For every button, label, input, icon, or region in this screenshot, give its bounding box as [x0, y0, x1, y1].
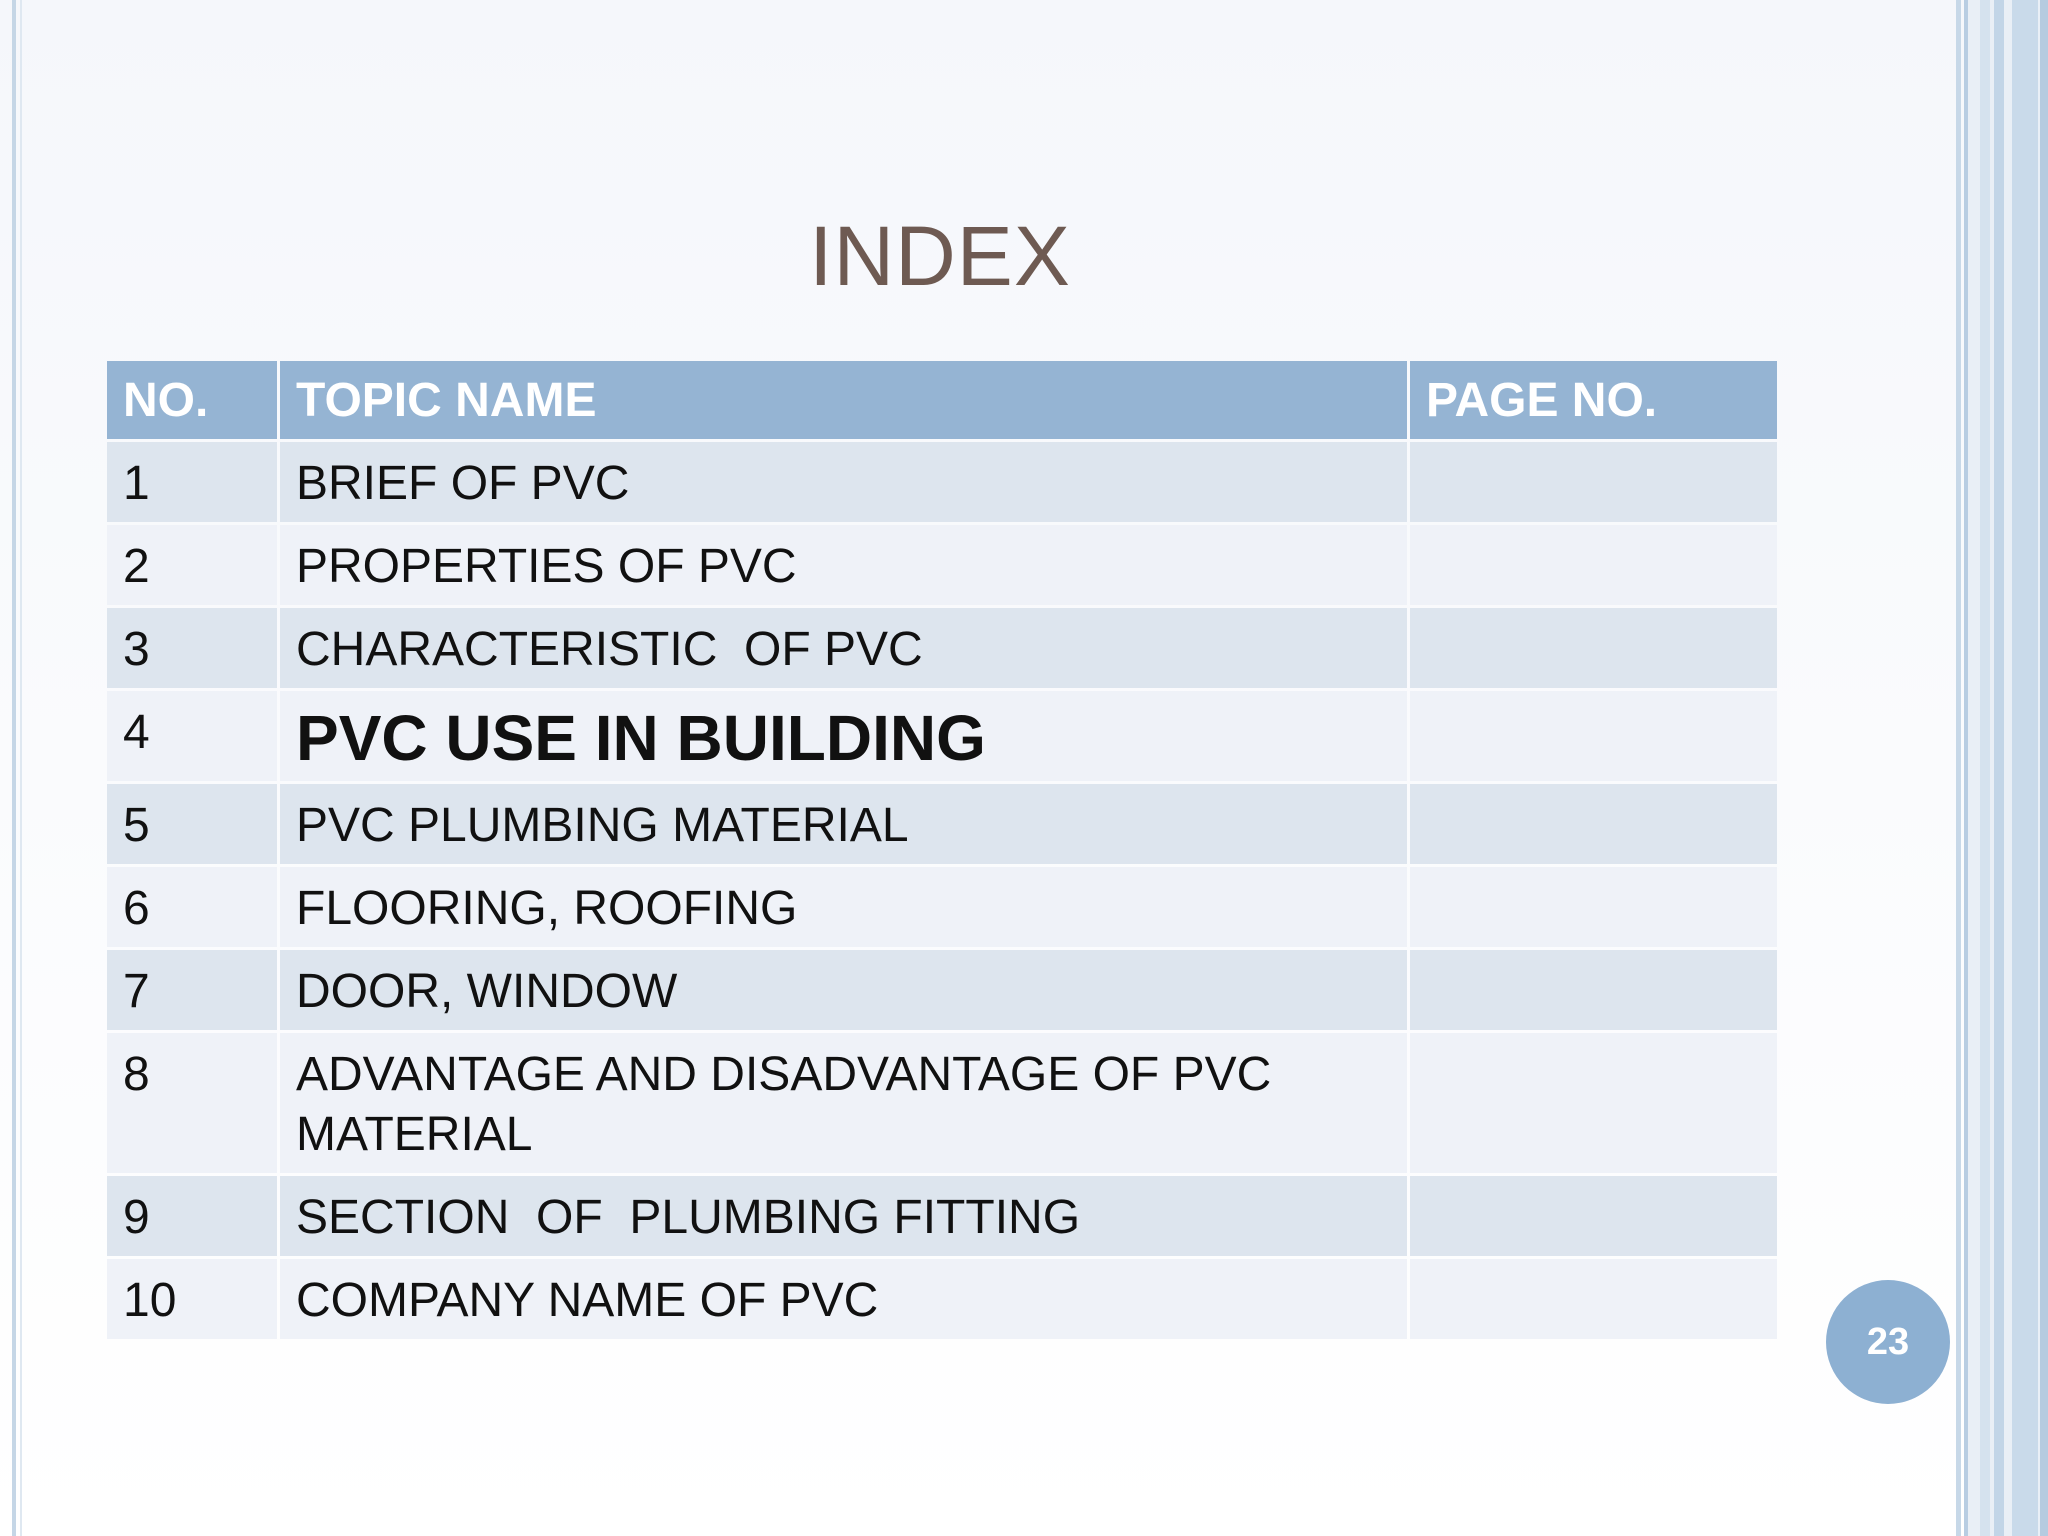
row-number: 1	[107, 442, 277, 522]
row-page	[1410, 1176, 1777, 1256]
column-header-topic: TOPIC NAME	[280, 361, 1407, 439]
row-page	[1410, 867, 1777, 947]
row-page	[1410, 784, 1777, 864]
row-page	[1410, 1033, 1777, 1173]
row-page	[1410, 525, 1777, 605]
table-row	[107, 1259, 1777, 1339]
row-number: 9	[107, 1176, 277, 1256]
row-page	[1410, 608, 1777, 688]
table-row	[107, 691, 1777, 781]
table-row	[107, 1033, 1777, 1173]
table-row	[107, 867, 1777, 947]
row-number: 5	[107, 784, 277, 864]
row-number: 6	[107, 867, 277, 947]
slide-title: INDEX	[809, 209, 1071, 303]
table-row	[107, 1176, 1777, 1256]
table-row	[107, 784, 1777, 864]
row-topic: ADVANTAGE AND DISADVANTAGE OF PVC MATERIAL	[280, 1033, 1407, 1173]
row-topic: CHARACTERISTIC OF PVC	[280, 608, 1407, 688]
right-stripe	[1964, 0, 1968, 1536]
row-topic: PVC USE IN BUILDING	[280, 691, 1407, 781]
row-topic: PROPERTIES OF PVC	[280, 525, 1407, 605]
right-stripe	[1956, 0, 1961, 1536]
index-table	[104, 358, 1780, 1342]
row-topic: PVC PLUMBING MATERIAL	[280, 784, 1407, 864]
row-page	[1410, 691, 1777, 781]
row-topic: BRIEF OF PVC	[280, 442, 1407, 522]
right-stripe	[1994, 0, 2004, 1536]
row-topic: COMPANY NAME OF PVC	[280, 1259, 1407, 1339]
row-topic: DOOR, WINDOW	[280, 950, 1407, 1030]
right-stripe	[2012, 0, 2038, 1536]
row-topic: FLOORING, ROOFING	[280, 867, 1407, 947]
slide-number-badge: 23	[1826, 1280, 1950, 1404]
row-topic: SECTION OF PLUMBING FITTING	[280, 1176, 1407, 1256]
table-header-row	[107, 361, 1777, 439]
table-row	[107, 950, 1777, 1030]
row-number: 7	[107, 950, 277, 1030]
row-number: 8	[107, 1033, 277, 1173]
column-header-no: NO.	[107, 361, 277, 439]
column-header-page: PAGE NO.	[1410, 361, 1777, 439]
right-stripe	[2040, 0, 2048, 1536]
row-page	[1410, 442, 1777, 522]
row-number: 4	[107, 691, 277, 781]
right-stripe	[1980, 0, 1990, 1536]
row-page	[1410, 950, 1777, 1030]
table-row	[107, 442, 1777, 522]
row-number: 2	[107, 525, 277, 605]
row-page	[1410, 1259, 1777, 1339]
row-number: 10	[107, 1259, 277, 1339]
row-number: 3	[107, 608, 277, 688]
table-row	[107, 525, 1777, 605]
table-row	[107, 608, 1777, 688]
